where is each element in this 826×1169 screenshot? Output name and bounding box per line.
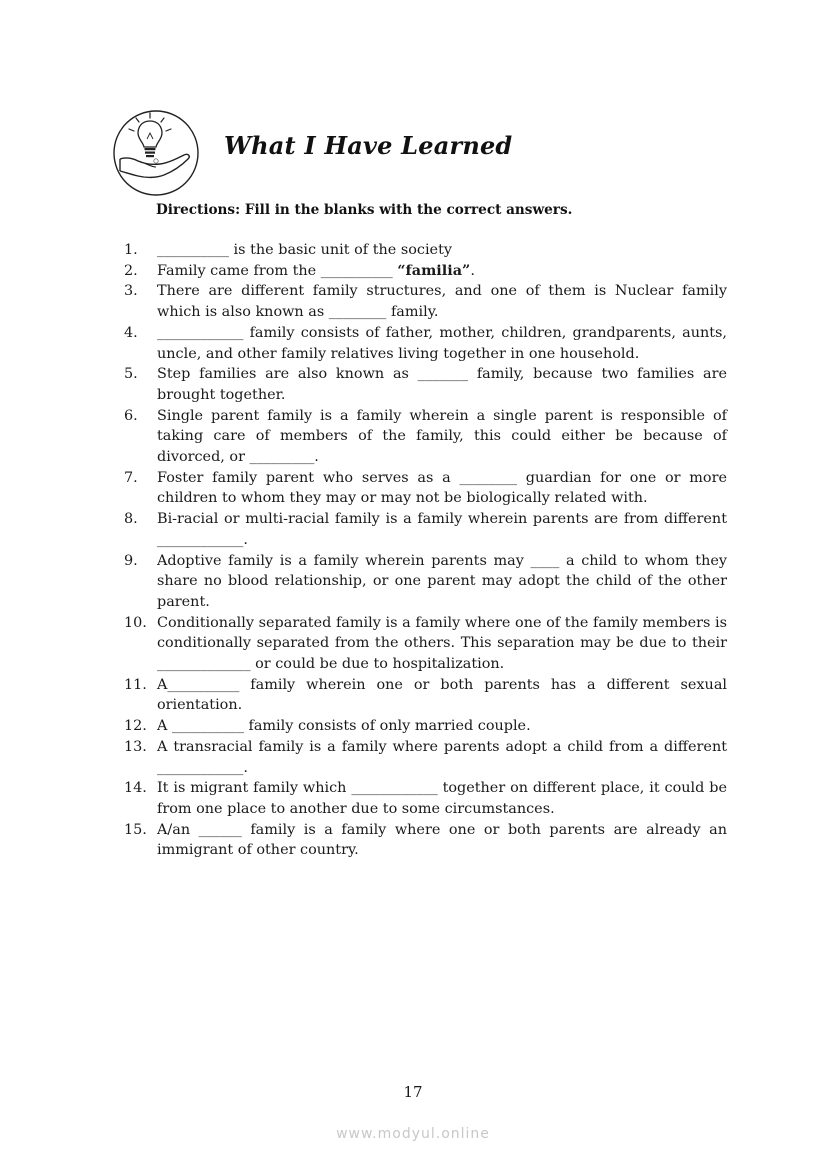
question-list (124, 240, 727, 861)
list-item (124, 509, 727, 550)
list-item (124, 737, 727, 778)
item-text: Foster family parent who serves as a ________ guardian for one or more children to whom they may or may not be biologically related with. (157, 469, 727, 507)
item-text: Family came from the __________ “familia”. (157, 261, 475, 279)
list-item (124, 240, 727, 261)
item-text: A/an ______ family is a family where one or both parents are already an immigrant of other country. (157, 821, 727, 859)
list-item (124, 406, 727, 468)
item-text: There are different family structures, and one of them is Nuclear family which is also known as ________ family. (157, 283, 727, 321)
item-text: Single parent family is a family wherein a single parent is responsible of taking care of members of the family, this could either be because of divorced, or _________. (157, 407, 727, 466)
item-text: __________ is the basic unit of the society (157, 242, 452, 258)
list-item (124, 281, 727, 322)
item-text: Conditionally separated family is a family where one of the family members is conditionally separated from the others. This separation may be due to their _____________ or could be due to hospitalization. (157, 614, 727, 673)
item-text: Step families are also known as _______ family, because two families are brought together. (157, 366, 727, 403)
page-number: 17 (403, 1083, 423, 1101)
list-item (124, 613, 727, 675)
list-item (124, 675, 727, 716)
watermark: www.modyul.online (336, 1126, 490, 1142)
item-number: 2. (124, 262, 138, 279)
page-title: What I Have Learned (224, 131, 513, 160)
item-number: 9. (124, 552, 138, 569)
item-number: 8. (124, 511, 138, 528)
item-number: 11. (124, 676, 147, 693)
item-text: Bi-racial or multi-racial family is a family wherein parents are from different ____________. (157, 511, 727, 548)
list-item (124, 323, 727, 364)
list-item (124, 261, 727, 282)
item-number: 3. (124, 283, 138, 300)
item-number: 15. (124, 821, 147, 838)
item-text: A __________ family consists of only married couple. (157, 718, 531, 735)
list-item (124, 364, 727, 405)
item-number: 14. (124, 780, 147, 797)
item-number: 6. (124, 407, 138, 424)
item-number: 7. (124, 469, 138, 486)
lightbulb-hand-icon (112, 109, 200, 197)
list-item (124, 778, 727, 819)
item-text: A__________ family wherein one or both parents has a different sexual orientation. (157, 676, 727, 714)
list-item (124, 551, 727, 613)
item-number: 13. (124, 738, 147, 755)
emphasized-term: “familia” (397, 261, 471, 279)
item-text: A transracial family is a family where parents adopt a child from a different ____________. (157, 738, 727, 776)
list-item (124, 820, 727, 861)
directions-text: Directions: Fill in the blanks with the correct answers. (156, 202, 573, 218)
item-number: 1. (124, 242, 138, 258)
list-item (124, 468, 727, 509)
item-number: 4. (124, 324, 138, 341)
item-number: 10. (124, 614, 147, 631)
item-number: 5. (124, 366, 138, 383)
item-text: ____________ family consists of father, mother, children, grandparents, aunts, uncle, and other family relatives living together in one household. (157, 324, 727, 362)
item-text: It is migrant family which ____________ together on different place, it could be from one place to another due to some circumstances. (157, 780, 727, 817)
item-number: 12. (124, 718, 147, 735)
item-text: Adoptive family is a family wherein parents may ____ a child to whom they share no blood relationship, or one parent may adopt the child of the other parent. (157, 552, 727, 610)
list-item (124, 716, 727, 737)
